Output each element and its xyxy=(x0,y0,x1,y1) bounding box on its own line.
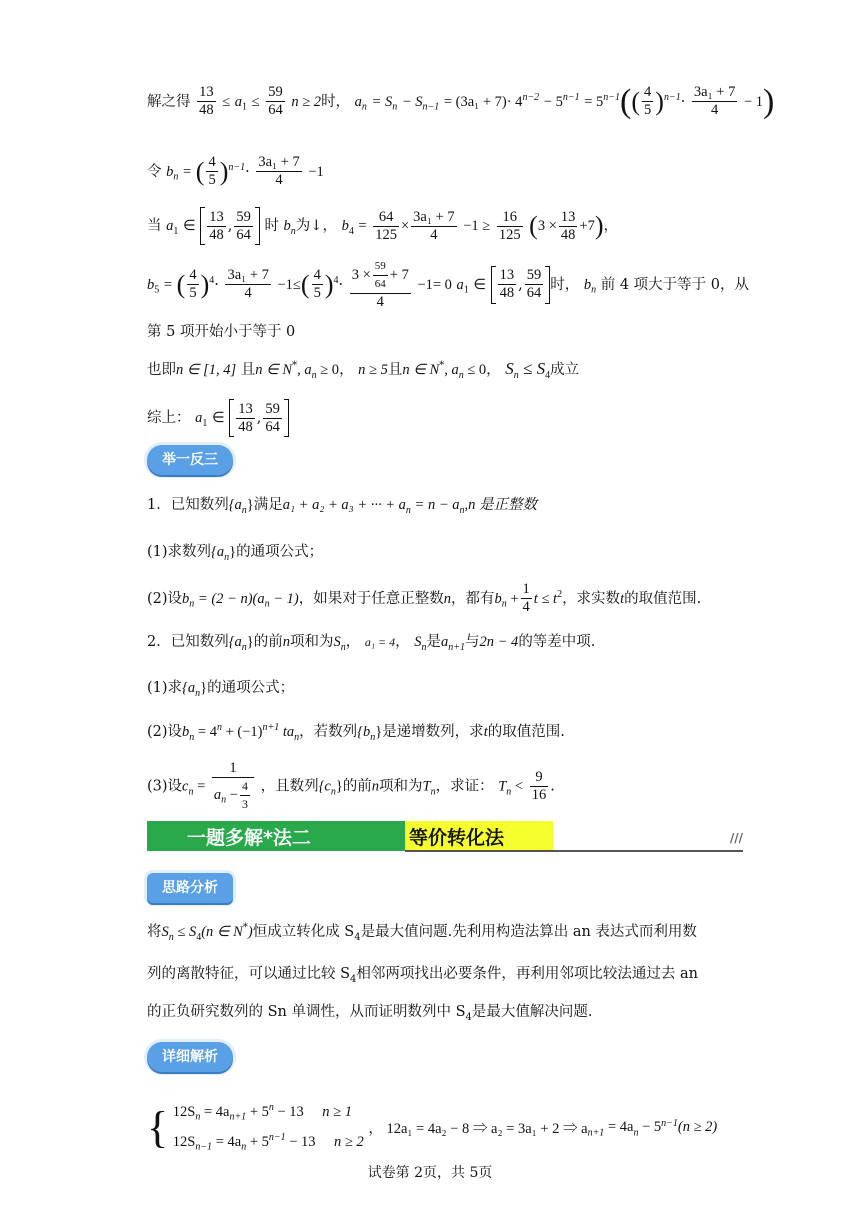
var: {a xyxy=(228,634,242,650)
fraction: 1 $a_n$ − $\frac{4}{3}$ xyxy=(212,760,254,813)
line-3: 当 $a_1$ ∈ $\frac{13}{48}$ , $\frac{59}{64}$ 时 $b_n$为↓， $b_4$ = $\frac{64}{125}$ × $\frac{\text{3a₁ + 7}}{4}$ −1 ≥ $\frac{16}{125}$ (3 × $\frac{13}{48}$ +7)， xyxy=(147,204,618,248)
exp: 4 xyxy=(209,275,215,286)
var: = 4a xyxy=(200,1103,230,1120)
text: 且 xyxy=(240,362,256,378)
var: b xyxy=(147,276,155,293)
var: = (3a₁ + 7)· 4 xyxy=(443,93,523,110)
var: ) xyxy=(247,924,253,940)
text: ， xyxy=(345,634,361,650)
line-5: 第 5 项开始小于等于 0 xyxy=(147,324,296,340)
analysis-line-1: 将$S_n \le S_4(n$ ∈ N*)恒成立转化成 $S_4$是最大值问题.先利用构造法算出 an 表达式而利用数 xyxy=(147,922,697,943)
section-badge-examples: 举一反三 xyxy=(147,445,233,475)
text: 成立 xyxy=(550,362,580,378)
var: − 1) xyxy=(269,590,299,607)
text: ，都有 xyxy=(450,590,495,607)
var: ,n 是正整数 xyxy=(464,497,537,513)
exp: * xyxy=(242,922,248,934)
var: b xyxy=(341,218,349,234)
var: × xyxy=(400,218,410,234)
text: − xyxy=(226,786,238,803)
fraction: $\frac{59}{64}$ xyxy=(236,208,251,243)
text: 当 xyxy=(147,218,162,234)
fraction: $\frac{4}{5}$ xyxy=(189,267,197,302)
sub: 4 xyxy=(465,1011,472,1023)
var: S xyxy=(505,359,514,378)
text: 解之得 xyxy=(147,93,191,110)
var: + (−1) xyxy=(221,724,263,740)
var: + xyxy=(506,590,519,607)
text: 时 xyxy=(264,218,279,234)
var: − 5 xyxy=(638,1119,662,1136)
exp: 2 xyxy=(557,589,563,600)
text: ， xyxy=(395,634,410,650)
fraction: $\frac{4}{5}$ xyxy=(644,84,652,119)
fraction: $\frac{59}{64}$ xyxy=(526,267,542,302)
var: a xyxy=(213,786,222,803)
var: < xyxy=(511,778,524,795)
exp: n−1 xyxy=(562,92,580,103)
var: c xyxy=(182,778,189,795)
var: b xyxy=(494,590,502,607)
fraction: $\frac{13}{48}$ xyxy=(499,267,515,302)
exp: 4 xyxy=(333,275,339,286)
text: 令 xyxy=(147,163,162,180)
text: 是 xyxy=(426,634,442,650)
var: ∈ xyxy=(211,410,225,426)
text: 与 xyxy=(465,634,480,650)
fraction: $\frac{\text{3a₁ + 7}}{4}$ xyxy=(693,84,736,119)
var: b xyxy=(583,276,592,293)
var: n xyxy=(282,634,291,650)
analysis-line-2 xyxy=(147,962,698,985)
analysis-line-3 xyxy=(147,1000,593,1023)
text: 的通项公式； xyxy=(207,680,295,696)
text: 是最大值问题.先利用构造法算出 an 表达式而利用数 xyxy=(360,924,697,940)
text: 2．已知数列 xyxy=(147,634,229,650)
var: ta xyxy=(279,724,295,740)
text: ，求实数 xyxy=(562,590,621,607)
text: 恒成立转化成 S xyxy=(252,924,355,940)
var: b xyxy=(182,590,190,607)
exp: n−1 xyxy=(663,92,681,103)
var: 3 × xyxy=(537,218,557,234)
var: a xyxy=(195,410,203,426)
var: a xyxy=(441,634,449,650)
text: 且 xyxy=(387,362,403,378)
text: 的前 xyxy=(342,778,372,795)
section-badge-solution: 详细解析 xyxy=(147,1042,233,1072)
text: 的等差中项. xyxy=(518,634,596,650)
var: {a xyxy=(182,680,196,696)
sub: 4 xyxy=(354,931,361,943)
text: 1．已知数列 xyxy=(147,497,229,513)
var: = 4 xyxy=(194,724,217,740)
var: a₁ = 4 xyxy=(364,635,396,649)
var: n xyxy=(371,778,380,795)
equation-system: { $12S_n = 4a_{n+1} + 5^n - 13$ n ≥ 1 $12S_{n-1} = 4a_n + 5^{n-1} - 13$ n ≥ 2 ， 12a₁ = 4a₂ − 8 ⇒ a₂ = 3a₁ + 2 ⇒ $a_{n+1} = 4a_n - 5^{n-1}(n \ge 2)$ xyxy=(147,1102,718,1153)
var: t xyxy=(483,724,488,740)
text: ，且数列 xyxy=(260,778,319,795)
var: n ∈ [1, 4] xyxy=(176,362,237,378)
text: 也即 xyxy=(147,362,176,378)
var: − 13 xyxy=(285,1133,316,1150)
line-1: 解之得 $\frac{13}{48}$ ≤ $a_1$ ≤ $\frac{59}{64}$ n ≥ 2时， $a_n = S_n - S_{n-1} = (3a_1 + 7)\cdot 4^{n-2} - 5^{n-1} = 5^{n-1}$(( $\frac{4}{5}$ )$^{n-1}$· $\frac{\text{3a₁ + 7}}{4}$ − 1) xyxy=(147,82,775,120)
fraction: $\frac{13}{48}$ xyxy=(199,84,214,119)
fraction: $\frac{59}{64}$ xyxy=(268,84,283,119)
fraction: $\frac{\text{3a₁ + 7}}{4}$ xyxy=(227,267,269,302)
banner-title: 一题多解*法二 xyxy=(187,827,311,849)
var: −1 xyxy=(308,163,324,180)
banner-method: 等价转化法 xyxy=(409,827,505,849)
text: ， xyxy=(486,362,501,378)
var: −1= 0 xyxy=(417,276,452,293)
exp: n−2 xyxy=(522,92,540,103)
var: T xyxy=(422,778,431,795)
var: S xyxy=(161,924,169,940)
text: 为↓， xyxy=(295,218,337,234)
text: 是递增数列，求 xyxy=(382,724,484,740)
var: b xyxy=(166,163,174,180)
var: (n ≥ 2) xyxy=(677,1119,718,1136)
text: 的通项公式； xyxy=(236,544,324,560)
var: S xyxy=(333,634,341,650)
banner-decoration: /// xyxy=(729,831,743,845)
var: ≥ 0 xyxy=(316,362,340,378)
exp: n+1 xyxy=(262,722,280,734)
text: 项和为 xyxy=(379,778,423,795)
text: 时， xyxy=(321,93,351,110)
var: ∈ xyxy=(182,218,196,234)
fraction: $\frac{13}{48}$ xyxy=(209,208,224,243)
exp: n−1 xyxy=(228,162,246,173)
var: = n − a xyxy=(410,497,460,513)
var: , a xyxy=(444,362,459,378)
fraction: $\frac{16}{125}$ xyxy=(498,208,521,243)
problem-1-part-1: (1)求数列$\{a_n\}$的通项公式； xyxy=(147,544,324,563)
text: 满足 xyxy=(253,497,283,513)
var: +7 xyxy=(579,218,595,234)
exp: n−1 xyxy=(661,1117,678,1129)
text: 列的离散特征，可以通过比较 S xyxy=(147,966,351,982)
text: 将 xyxy=(147,924,162,940)
var: n ≥ 2 xyxy=(291,93,322,110)
text: (2)设 xyxy=(147,590,183,607)
var: t ≤ t xyxy=(533,590,558,607)
var: a xyxy=(456,276,464,293)
var: n xyxy=(443,590,451,607)
text: 前 4 项大于等于 0，从 xyxy=(600,276,749,293)
var: b xyxy=(283,218,291,234)
section-badge-analysis: 思路分析 xyxy=(147,873,233,903)
var: −1≤ xyxy=(277,276,301,293)
var: ， 12a₁ = 4a₂ − 8 ⇒ a₂ = 3a₁ + 2 ⇒ a xyxy=(368,1121,588,1138)
var: = 4a xyxy=(212,1133,242,1150)
var: (n ∈ N xyxy=(201,924,243,940)
text: ，求证： xyxy=(435,778,494,795)
var: n ≥ 2 xyxy=(334,1133,364,1150)
text: 项和为 xyxy=(290,634,334,650)
var: {a xyxy=(228,497,242,513)
fraction: $\frac{59}{64}$ xyxy=(265,400,280,435)
var: = xyxy=(163,276,173,293)
var: n ∈ N xyxy=(255,362,293,378)
text: (1)求数列 xyxy=(147,544,212,560)
fraction: $\frac{13}{48}$ xyxy=(238,400,253,435)
fraction: $\frac{64}{125}$ xyxy=(375,208,397,243)
var: = S xyxy=(371,93,393,110)
var: a xyxy=(354,93,362,110)
var: 12S xyxy=(172,1103,196,1120)
var: + 5 xyxy=(246,1133,269,1150)
text: 综上： xyxy=(147,410,191,426)
fraction: $\frac{13}{48}$ xyxy=(560,208,576,243)
var: S xyxy=(414,634,422,650)
line-4: $b_5$ = ( $\frac{4}{5}$ )$^4$· $\frac{\text{3a₁ + 7}}{4}$ −1≤( $\frac{4}{5}$ )$^4$· 3 × $\frac{59}{64}$ + 7 4 −1= 0 $a_1$ ∈ $\frac{13}{48}$ , $\frac{59}{64}$ 时， $b_n$ 前 4 项大于等于 0，从 xyxy=(147,260,749,311)
var: T xyxy=(498,778,507,795)
exp: n xyxy=(216,722,222,734)
text: ，若数列 xyxy=(299,724,358,740)
text: 相邻两项找出必要条件，再利用邻项比较法通过去 an xyxy=(356,966,699,982)
var: = xyxy=(182,163,192,180)
var: 2n − 4 xyxy=(479,634,519,650)
problem-2: 2．已知数列$\{a_n\}$的前n项和为$S_n$， a₁ = 4， $S_n$是$a_{n+1}$与2n − 4的等差中项. xyxy=(147,634,596,653)
problem-1-part-2: (2)设$b_n = (2 - n)(a_n - 1)$，如果对于任意正整数n，都有$b_n$ + $\frac{1}{4}$ $t \le t^2$，求实数t的取值范围. xyxy=(147,581,702,616)
var: ∈ xyxy=(473,276,487,293)
line-2: 令 $b_n$ = ( $\frac{4}{5}$ )$^{n-1}$· $\frac{\text{3a₁ + 7}}{4}$ −1 xyxy=(147,154,324,189)
fraction: $\frac{4}{5}$ xyxy=(313,267,321,302)
var: = 5 xyxy=(584,93,604,110)
page-footer: 试卷第 2页，共 5页 xyxy=(367,1165,493,1181)
text: 3 × xyxy=(351,267,371,284)
text: 时， xyxy=(550,276,580,293)
var: b xyxy=(182,724,190,740)
text: (2)设 xyxy=(147,724,183,740)
var: ≤ S xyxy=(518,359,546,378)
text: (3)设 xyxy=(147,778,183,795)
var: {a xyxy=(211,544,225,560)
var: n ∈ N xyxy=(402,362,440,378)
var: ≤ S xyxy=(173,924,197,940)
fraction: $\frac{\text{3a₁ + 7}}{4}$ xyxy=(413,208,455,243)
problem-2-part-3: (3)设$c_n$ = 1 $a_n$ − $\frac{4}{3}$ ，且数列$\{c_n\}$的前n项和为$T_n$，求证： $T_n$ < $\frac{9}{16}$ . xyxy=(147,760,555,811)
text: + 7 xyxy=(389,267,409,284)
var: = xyxy=(193,778,206,795)
var: t xyxy=(620,590,625,607)
problem-2-part-2: (2)设$b_n = 4^n + (-1)^{n+1}$ $ta_n$，若数列$\{b_n\}$是递增数列，求t的取值范围. xyxy=(147,722,565,743)
var: = (2 − n)(a xyxy=(194,590,265,607)
var: a xyxy=(166,218,174,234)
text: 是最大值解决问题. xyxy=(471,1004,593,1020)
fraction: $\frac{1}{4}$ xyxy=(522,581,530,616)
line-6: 也即n ∈ [1, 4] 且n ∈ N*, $a_n \ge 0$， n ≥ 5且n ∈ N*, $a_n \le 0$， $S_n \le S_4$成立 xyxy=(147,359,580,381)
var: + 5 xyxy=(246,1103,269,1120)
var: − 1 xyxy=(743,93,764,110)
text: (1)求 xyxy=(147,680,183,696)
exp: n−1 xyxy=(603,92,621,103)
var: − 5 xyxy=(543,93,563,110)
text: . xyxy=(550,778,555,795)
fraction: $\frac{\text{3a₁ + 7}}{4}$ xyxy=(258,154,300,189)
var: n ≥ 5 xyxy=(358,362,388,378)
var: = 4a xyxy=(604,1119,634,1136)
text: 的前 xyxy=(253,634,283,650)
var: a xyxy=(234,93,243,110)
var: n ≥ 1 xyxy=(322,1103,352,1120)
var: − S xyxy=(401,93,423,110)
fraction: 3 × $\frac{59}{64}$ + 7 4 xyxy=(351,260,409,311)
sub: 4 xyxy=(350,973,357,985)
text: 的取值范围. xyxy=(487,724,565,740)
text: ，如果对于任意正整数 xyxy=(298,590,444,607)
var: ≤ 0 xyxy=(463,362,487,378)
line-7: 综上： $a_1$ ∈ $\frac{13}{48}$ , $\frac{59}{64}$ xyxy=(147,396,289,440)
text: ， xyxy=(603,218,619,234)
var: 12S xyxy=(172,1133,196,1150)
exp: * xyxy=(292,360,298,372)
var: = xyxy=(358,218,367,234)
var: {c xyxy=(318,778,331,795)
var: a₁ + a₂ + a₃ + ··· + a xyxy=(282,497,406,513)
problem-2-part-1: (1)求$\{a_n\}$的通项公式； xyxy=(147,680,295,699)
var: −1 ≥ xyxy=(463,218,491,234)
problem-1: 1．已知数列$\{a_n\}$满足a₁ + a₂ + a₃ + ··· + $a_n = n - a_n,n$ 是正整数 xyxy=(147,497,537,516)
exp: n xyxy=(268,1102,274,1113)
fraction: $\frac{4}{5}$ xyxy=(208,154,216,189)
var: {b xyxy=(357,724,371,740)
text: ， xyxy=(339,362,354,378)
var: , a xyxy=(297,362,312,378)
exp: n−1 xyxy=(268,1131,286,1143)
text: 的正负研究数列的 Sn 单调性，从而证明数列中 S xyxy=(147,1004,466,1020)
method-banner xyxy=(147,819,743,853)
var: − 13 xyxy=(273,1103,304,1120)
text: 的取值范围. xyxy=(624,590,702,607)
fraction: $\frac{9}{16}$ xyxy=(531,769,547,803)
